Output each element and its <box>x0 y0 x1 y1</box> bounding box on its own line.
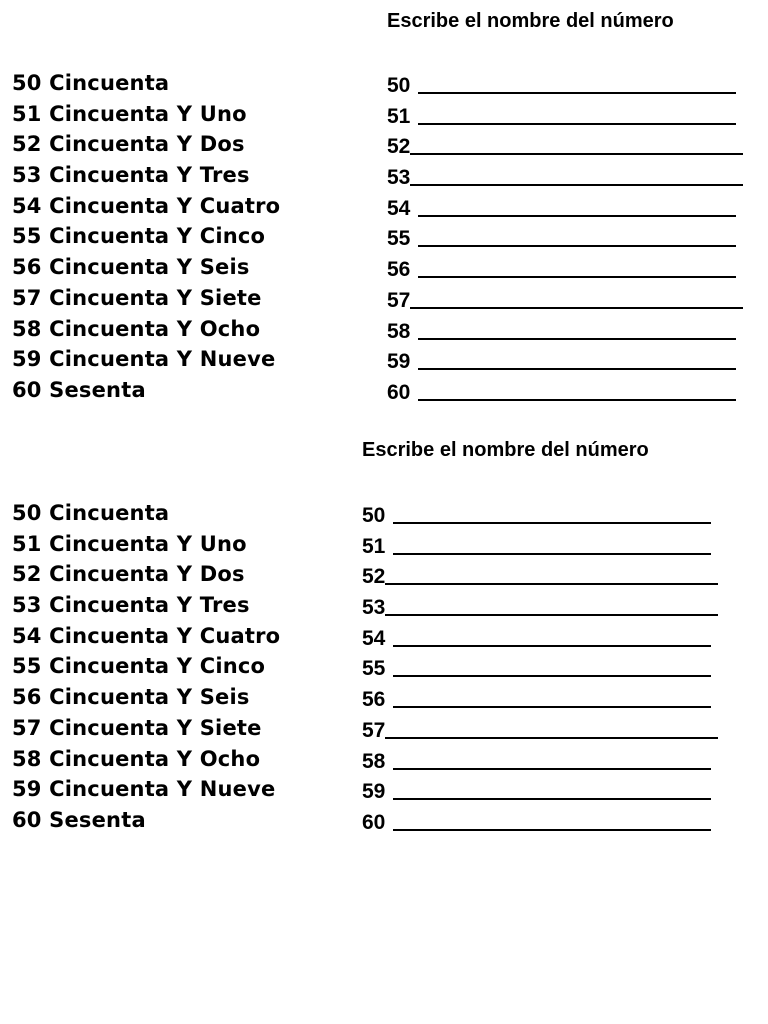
fill-in-number: 51 <box>362 534 386 558</box>
list-item <box>12 590 280 621</box>
list-word: Cincuenta Y Uno <box>49 531 247 556</box>
answer-blank[interactable] <box>418 72 736 94</box>
number-word-list <box>12 68 280 406</box>
list-item <box>12 713 280 744</box>
list-item <box>12 375 280 406</box>
fill-in-row <box>387 223 743 254</box>
fill-in-row <box>387 162 743 193</box>
list-number: 60 <box>12 377 42 402</box>
answer-blank[interactable] <box>418 348 736 370</box>
fill-in-number: 53 <box>362 596 386 620</box>
answer-blank[interactable] <box>410 287 743 309</box>
section-title: Escribe el nombre del número <box>362 439 649 461</box>
list-item <box>12 498 280 529</box>
fill-in-number: 58 <box>362 749 386 773</box>
list-word: Cincuenta Y Cinco <box>49 654 266 679</box>
list-number: 52 <box>12 562 42 587</box>
answer-blank[interactable] <box>418 195 736 217</box>
list-number: 50 <box>12 71 42 95</box>
list-number: 50 <box>12 501 42 525</box>
fill-in-number: 56 <box>362 688 386 712</box>
fill-in-number: 50 <box>387 74 411 97</box>
fill-in-row <box>362 531 718 562</box>
fill-in-number: 58 <box>387 319 411 343</box>
answer-blank[interactable] <box>418 379 736 401</box>
fill-in-row <box>362 684 718 715</box>
list-number: 58 <box>12 746 42 771</box>
fill-in-row <box>387 101 743 132</box>
fill-in-number: 60 <box>387 380 411 404</box>
fill-in-row <box>387 346 743 377</box>
answer-blank[interactable] <box>385 563 718 585</box>
answer-blank[interactable] <box>393 686 711 708</box>
list-word: Cincuenta Y Nueve <box>49 777 276 802</box>
list-number: 55 <box>12 654 42 679</box>
fill-in-number: 55 <box>387 227 411 251</box>
list-number: 51 <box>12 531 42 556</box>
answer-blank[interactable] <box>385 717 718 739</box>
fill-in-row <box>362 500 718 531</box>
fill-in-number: 57 <box>362 718 386 742</box>
list-word: Cincuenta Y Cinco <box>49 224 266 249</box>
fill-in-number: 59 <box>362 780 386 804</box>
list-item <box>12 314 280 345</box>
fill-in-row <box>387 131 743 162</box>
list-word: Cincuenta Y Tres <box>49 593 250 618</box>
fill-in-number: 50 <box>362 504 386 527</box>
fill-in-row <box>362 746 718 777</box>
list-word: Cincuenta Y Seis <box>49 685 250 710</box>
list-word: Cincuenta Y Dos <box>49 562 245 587</box>
list-word: Cincuenta Y Siete <box>49 285 262 310</box>
answer-blank[interactable] <box>418 103 736 125</box>
list-item <box>12 621 280 652</box>
fill-in-list <box>387 70 743 408</box>
answer-blank[interactable] <box>393 533 711 555</box>
fill-in-row <box>387 193 743 224</box>
fill-in-row <box>362 715 718 746</box>
fill-in-number: 51 <box>387 104 411 128</box>
list-word: Sesenta <box>49 377 146 402</box>
fill-in-row <box>362 592 718 623</box>
fill-in-number: 57 <box>387 288 411 312</box>
fill-in-row <box>362 776 718 807</box>
list-word: Cincuenta Y Tres <box>49 163 250 188</box>
list-word: Cincuenta Y Seis <box>49 255 250 280</box>
fill-in-number: 59 <box>387 350 411 374</box>
list-item <box>12 129 280 160</box>
list-word: Cincuenta Y Dos <box>49 132 245 157</box>
list-word: Cincuenta <box>49 71 170 95</box>
list-item <box>12 774 280 805</box>
list-item <box>12 283 280 314</box>
answer-blank[interactable] <box>385 594 718 616</box>
list-item <box>12 191 280 222</box>
fill-in-row <box>387 285 743 316</box>
list-word: Cincuenta Y Ocho <box>49 316 261 341</box>
worksheet-section-2 <box>0 430 768 850</box>
number-word-list <box>12 498 280 836</box>
fill-in-row <box>387 316 743 347</box>
list-number: 60 <box>12 807 42 832</box>
list-item <box>12 529 280 560</box>
list-number: 54 <box>12 193 42 218</box>
fill-in-list <box>362 500 718 838</box>
list-word: Cincuenta Y Siete <box>49 715 262 740</box>
list-number: 56 <box>12 685 42 710</box>
list-item <box>12 252 280 283</box>
fill-in-number: 52 <box>362 565 386 589</box>
section-title: Escribe el nombre del número <box>387 10 674 32</box>
list-number: 59 <box>12 347 42 372</box>
fill-in-row <box>362 807 718 838</box>
fill-in-row <box>362 561 718 592</box>
answer-blank[interactable] <box>418 225 736 247</box>
answer-blank[interactable] <box>393 809 711 831</box>
fill-in-row <box>387 254 743 285</box>
list-number: 52 <box>12 132 42 157</box>
fill-in-row <box>387 70 743 101</box>
list-word: Cincuenta <box>49 501 170 525</box>
answer-blank[interactable] <box>418 256 736 278</box>
list-item <box>12 744 280 775</box>
list-word: Cincuenta Y Ocho <box>49 746 261 771</box>
list-number: 51 <box>12 101 42 126</box>
fill-in-row <box>362 653 718 684</box>
list-number: 54 <box>12 623 42 648</box>
list-number: 58 <box>12 316 42 341</box>
list-word: Cincuenta Y Cuatro <box>49 193 281 218</box>
list-item <box>12 221 280 252</box>
list-word: Cincuenta Y Uno <box>49 101 247 126</box>
answer-blank[interactable] <box>393 748 711 770</box>
list-item <box>12 805 280 836</box>
list-number: 53 <box>12 593 42 618</box>
list-number: 57 <box>12 715 42 740</box>
list-word: Cincuenta Y Cuatro <box>49 623 281 648</box>
list-item <box>12 344 280 375</box>
list-word: Sesenta <box>49 807 146 832</box>
list-word: Cincuenta Y Nueve <box>49 347 276 372</box>
answer-blank[interactable] <box>393 778 711 800</box>
fill-in-number: 56 <box>387 258 411 282</box>
list-number: 53 <box>12 163 42 188</box>
fill-in-row <box>362 623 718 654</box>
list-number: 59 <box>12 777 42 802</box>
list-item <box>12 160 280 191</box>
fill-in-number: 52 <box>387 135 411 159</box>
answer-blank[interactable] <box>410 133 743 155</box>
answer-blank[interactable] <box>393 655 711 677</box>
list-item <box>12 682 280 713</box>
answer-blank[interactable] <box>393 625 711 647</box>
list-item <box>12 651 280 682</box>
list-item <box>12 99 280 130</box>
list-item <box>12 559 280 590</box>
fill-in-number: 54 <box>387 196 411 220</box>
answer-blank[interactable] <box>418 318 736 340</box>
answer-blank[interactable] <box>393 502 711 524</box>
fill-in-row <box>387 377 743 408</box>
fill-in-number: 53 <box>387 166 411 190</box>
list-number: 57 <box>12 285 42 310</box>
fill-in-number: 55 <box>362 657 386 681</box>
worksheet-section-1 <box>0 0 768 420</box>
fill-in-number: 54 <box>362 626 386 650</box>
fill-in-number: 60 <box>362 810 386 834</box>
answer-blank[interactable] <box>410 164 743 186</box>
list-number: 55 <box>12 224 42 249</box>
list-number: 56 <box>12 255 42 280</box>
list-item <box>12 68 280 99</box>
